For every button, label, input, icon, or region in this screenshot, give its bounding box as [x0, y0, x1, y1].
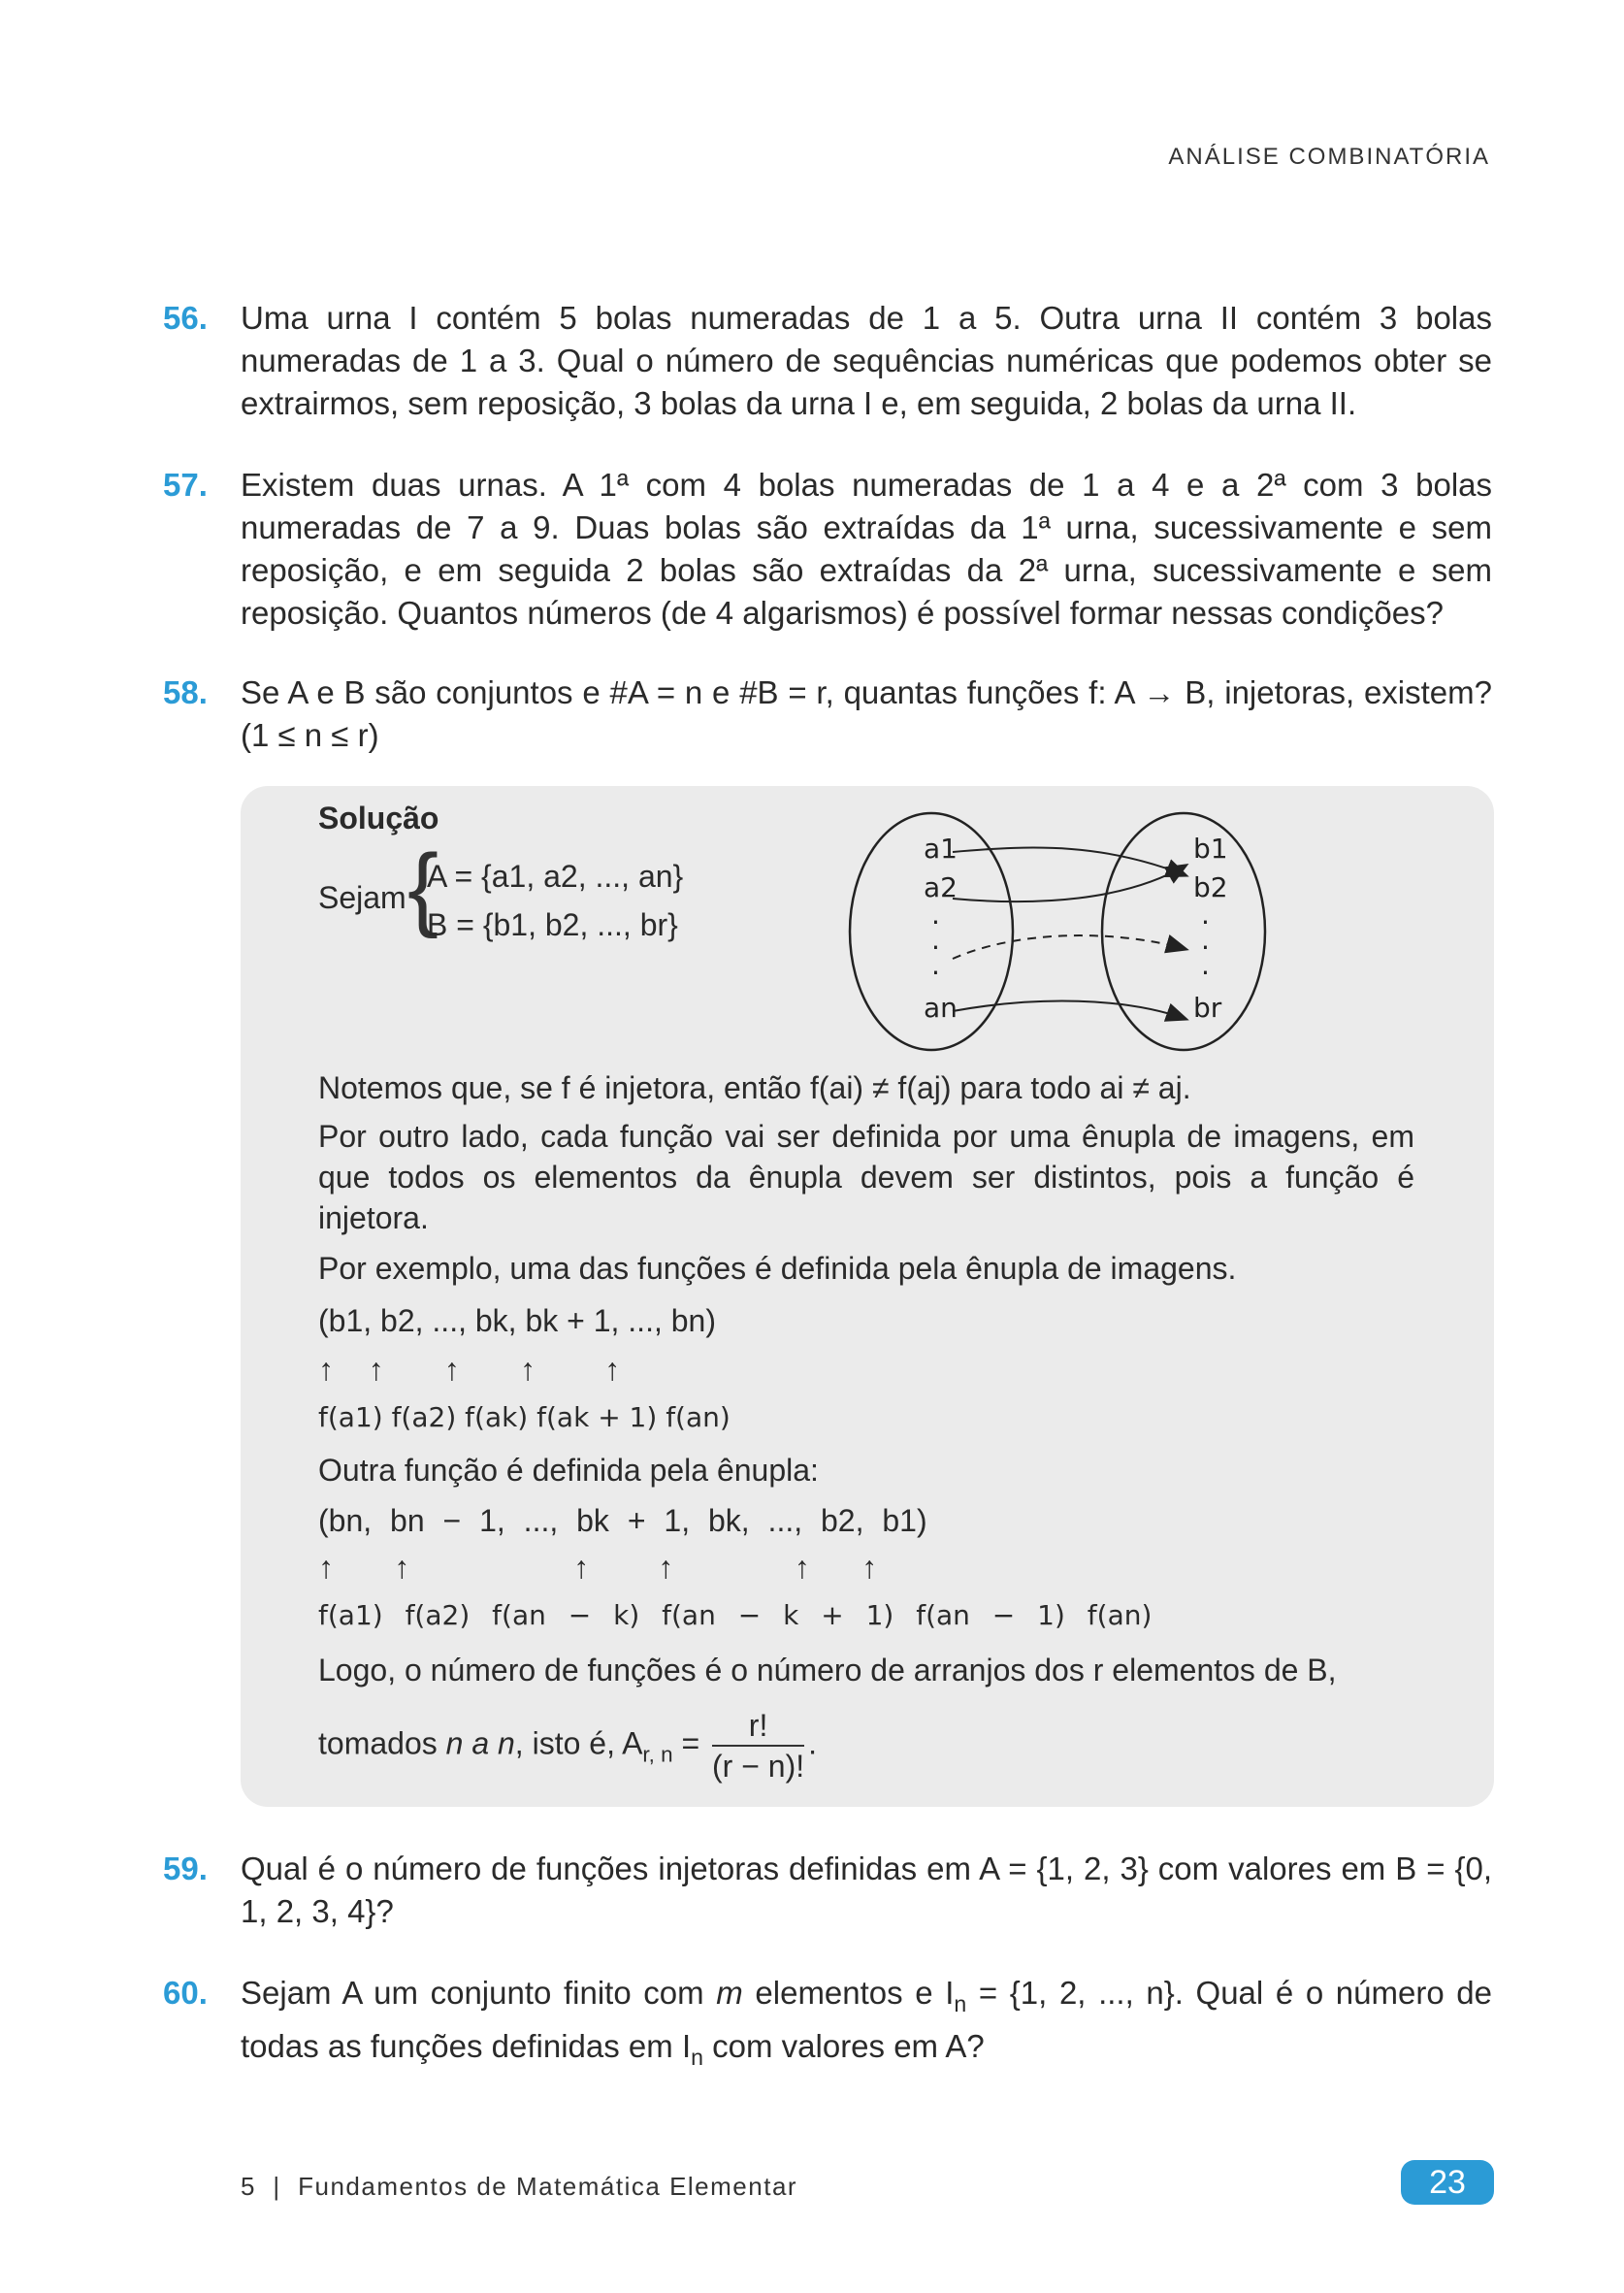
images-2: f(a1) f(a2) f(an − k) f(an − k + 1) f(an − 1) f(an) — [318, 1599, 1153, 1631]
footer-book-title: 5 | Fundamentos de Matemática Elementar — [241, 2172, 798, 2201]
codomain-dot: . — [1201, 949, 1210, 981]
formula-prefix: tomados — [318, 1725, 438, 1761]
section-header: ANÁLISE COMBINATÓRIA — [1168, 144, 1490, 170]
example-intro: Por exemplo, uma das funções é definida pela ênupla de imagens. — [318, 1251, 1237, 1286]
problem-number: 60. — [163, 1975, 208, 2011]
problem-56 — [163, 297, 1492, 425]
sejam-label: Sejam — [318, 880, 406, 915]
problem-60 — [163, 1972, 1493, 2079]
sub-n: n — [954, 1991, 967, 2017]
problem-text: Uma urna I contém 5 bolas numeradas de 1 a 5. Outra urna II contém 3 bolas numeradas de 1 a 3. Qual o número de sequências numéricas que podemos obter se extrairmos, sem reposição, 3 bolas da urna I e, em seguida, 2 bolas da urna II. — [241, 300, 1492, 421]
problem-number: 57. — [163, 467, 208, 503]
solution-title: Solução — [318, 801, 439, 835]
text-part: com valores em A? — [712, 2028, 985, 2065]
up-arrows-1: ↑ ↑ ↑ ↑ ↑ — [318, 1352, 621, 1387]
problem-number: 59. — [163, 1851, 208, 1886]
images-1: f(a1) f(a2) f(ak) f(ak + 1) f(an) — [318, 1401, 731, 1433]
var-m: m — [716, 1975, 743, 2011]
set-a: A = {a1, a2, ..., an} — [427, 859, 684, 894]
tuple-2: (bn, bn − 1, ..., bk + 1, bk, ..., b2, b1) — [318, 1503, 927, 1538]
fraction-numerator: r! — [712, 1706, 804, 1747]
codomain-dot: . — [1201, 899, 1210, 931]
domain-label: a1 — [924, 833, 958, 865]
domain-dot: . — [931, 924, 940, 956]
brace: { — [407, 835, 439, 939]
problem-text: Qual é o número de funções injetoras definidas em A = {1, 2, 3} com valores em B = {0, 1, 2, 3, 4}? — [241, 1851, 1492, 1929]
problem-text — [241, 1972, 1492, 2079]
arrow-dashed — [953, 935, 1186, 959]
problem-59 — [163, 1848, 1492, 1933]
up-arrows-2: ↑ ↑ ↑ ↑ ↑ ↑ — [318, 1550, 878, 1585]
problem-58 — [163, 672, 1492, 757]
codomain-ellipse — [1102, 813, 1265, 1050]
formula-isto: , isto é, A — [514, 1725, 643, 1761]
injective-note: Notemos que, se f é injetora, então f(ai) ≠ f(aj) para todo ai ≠ aj. — [318, 1070, 1191, 1105]
problem-57 — [163, 464, 1492, 635]
codomain-label: b2 — [1193, 871, 1228, 903]
page-number-badge: 23 — [1401, 2160, 1494, 2205]
another-intro: Outra função é definida pela ênupla: — [318, 1453, 819, 1488]
fraction — [712, 1706, 804, 1785]
codomain-label: b1 — [1193, 833, 1228, 865]
formula-line: tomados n a n, isto é, $A_{r, n}$ = $\frac{r!}{(r - n)!}$ . — [318, 1708, 818, 1784]
problem-number: 56. — [163, 300, 208, 336]
problem-number: 58. — [163, 674, 208, 710]
domain-label: a2 — [924, 871, 958, 903]
codomain-label: br — [1193, 992, 1222, 1024]
mapping-diagram — [844, 805, 1271, 1058]
tuple-explanation: Por outro lado, cada função vai ser definida por uma ênupla de imagens, em que todos os elementos da ênupla devem ser distintos, pois a função é injetora. — [318, 1119, 1414, 1235]
arrow-a1 — [953, 848, 1186, 875]
formula-n-a-n: n a n — [445, 1725, 515, 1761]
set-b: B = {b1, b2, ..., br} — [427, 907, 678, 942]
problem-text: Se A e B são conjuntos e #A = n e #B = r, quantas funções f: A → B, injetoras, existem? (1 ≤ n ≤ r) — [241, 674, 1492, 753]
equals-sign: = — [681, 1725, 700, 1761]
tuple-1: (b1, b2, ..., bk, bk + 1, ..., bn) — [318, 1303, 716, 1338]
conclusion: Logo, o número de funções é o número de arranjos dos r elementos de B, — [318, 1653, 1337, 1687]
text-part: Sejam A um conjunto finito com — [241, 1975, 704, 2011]
arrow-a2 — [953, 866, 1186, 901]
domain-dot: . — [931, 949, 940, 981]
domain-label: an — [924, 992, 958, 1024]
text-part: elementos e I — [755, 1975, 955, 2011]
domain-dot: . — [931, 899, 940, 931]
sub-n: n — [691, 2045, 703, 2071]
problem-text: Existem duas urnas. A 1ª com 4 bolas numeradas de 1 a 4 e a 2ª com 3 bolas numeradas de 7 a 9. Duas bolas são extraídas da 1ª urna, sucessivamente e sem reposição, e em seguida 2 bolas são extraídas da 2ª urna, sucessivamente e sem reposição. Quantos números (de 4 algarismos) é possível formar nessas condições? — [241, 467, 1492, 631]
formula-subscript: r, n — [642, 1742, 673, 1767]
text-part: = {1, 2, ..., n}. Qual é o número de todas as funções definidas em I — [241, 1975, 1493, 2065]
fraction-denominator: (r − n)! — [712, 1749, 805, 1784]
codomain-dot: . — [1201, 924, 1210, 956]
